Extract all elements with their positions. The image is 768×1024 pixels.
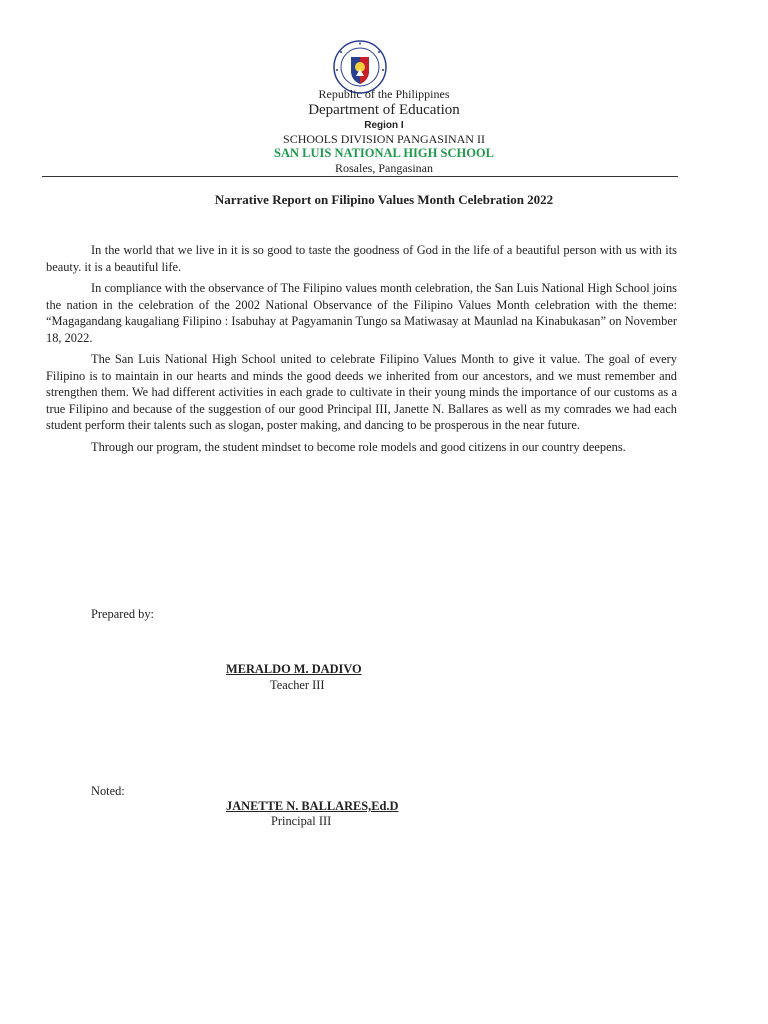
noter-title: Principal III xyxy=(271,814,332,828)
report-body xyxy=(46,242,677,460)
paragraph-1: In the world that we live in it is so good to taste the goodness of God in the life of a beautiful person with us with its beauty. it is a beautiful life. xyxy=(46,243,677,274)
noted-label: Noted: xyxy=(91,784,125,798)
school-name: SAN LUIS NATIONAL HIGH SCHOOL xyxy=(274,146,494,160)
noter-name: JANETTE N. BALLARES,Ed.D xyxy=(226,799,399,813)
header-divider xyxy=(42,176,678,177)
preparer-title: Teacher III xyxy=(270,678,325,692)
prepared-by-label: Prepared by: xyxy=(91,607,154,621)
paragraph-4: Through our program, the student mindset to become role models and good citizens in our country deepens. xyxy=(91,439,626,454)
paragraph-3: The San Luis National High School united to celebrate Filipino Values Month to give it value. The goal of every Filipino is to maintain in our hearts and minds the good deeds we inherited from our ancestors, and we must remember and strengthen them. We had different activities in each grade to cultivate in their young minds the importance of our customs as a true Filipino and because of the suggestion of our good Principal III, Janette N. Ballares as well as my comrades we had each student perform their talents such as slogan, poster making, and dancing to be prosperous in the near future. xyxy=(46,352,677,432)
deped-seal-logo xyxy=(333,40,387,94)
preparer-name: MERALDO M. DADIVO xyxy=(226,662,362,676)
town-line: Rosales, Pangasinan xyxy=(335,161,433,175)
paragraph-2: In compliance with the observance of The Filipino values month celebration, the San Luis National High School joins the nation in the celebration of the 2002 National Observance of the Filipino Values Month celebration with the theme: “Magagandang kaugaliang Filipino : Isabuhay at Pagyamanin Tungo sa Matiwasay at Maunlad na Kinabukasan” on November 18, 2022. xyxy=(46,281,677,345)
report-title: Narrative Report on Filipino Values Month Celebration 2022 xyxy=(214,192,554,207)
republic-line: Republic of the Philippines xyxy=(318,87,450,101)
division-line: SCHOOLS DIVISION PANGASINAN II xyxy=(283,132,485,146)
department-line: Department of Education xyxy=(308,102,460,118)
region-line: Region I xyxy=(364,120,404,131)
seal-icon xyxy=(333,40,387,94)
